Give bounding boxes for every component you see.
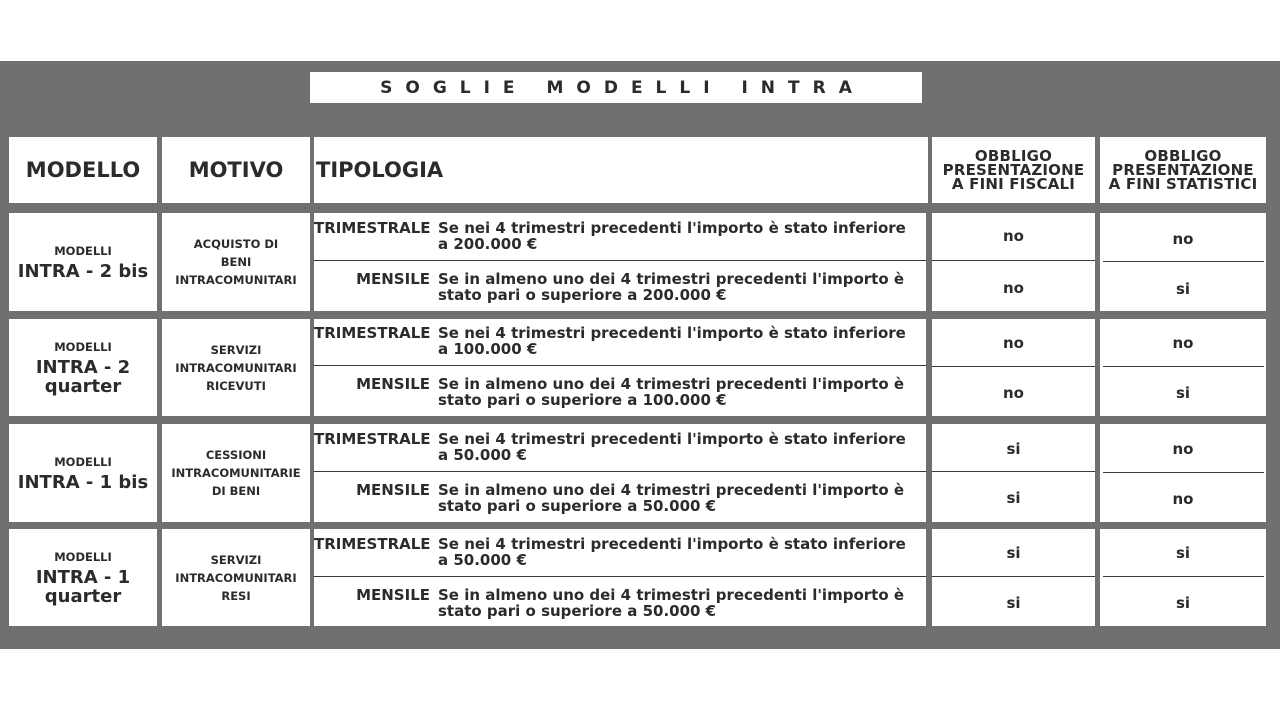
model-prefix: MODELLI — [54, 454, 112, 469]
tipologia-cell — [314, 213, 926, 311]
reason-line: BENI — [220, 255, 252, 269]
row-divider — [314, 576, 926, 577]
mensile-row — [314, 271, 926, 303]
period-label: TRIMESTRALE — [314, 219, 431, 237]
period-label: TRIMESTRALE — [314, 535, 431, 553]
model-name: quarter — [44, 375, 122, 397]
reason-cell — [162, 529, 310, 626]
header-motivo-text: MOTIVO — [188, 158, 284, 182]
reason-line: INTRACOMUNITARI — [175, 360, 297, 375]
period-label: TRIMESTRALE — [314, 324, 431, 342]
model-name: quarter — [44, 585, 122, 607]
period-label: MENSILE — [356, 270, 430, 288]
trimestrale-row — [314, 220, 926, 252]
header-motivo — [162, 137, 310, 203]
period-description: Se in almeno uno dei 4 trimestri precedenti l'importo è stato pari o superiore a 200.000 € — [438, 270, 905, 304]
statistici-cell — [1100, 213, 1266, 311]
period-label: MENSILE — [356, 586, 430, 604]
header-modello-text: MODELLO — [25, 158, 141, 182]
row-divider — [1103, 472, 1264, 473]
mensile-row — [314, 482, 926, 514]
statistici-value: si — [1175, 280, 1191, 298]
reason-line: SERVIZI — [210, 342, 262, 357]
statistici-value: no — [1172, 230, 1194, 248]
model-name: INTRA - 1 — [35, 566, 131, 588]
reason-line: CESSIONI — [205, 448, 267, 462]
period-description: Se in almeno uno dei 4 trimestri precedenti l'importo è stato pari o superiore a 50.000 € — [438, 481, 905, 515]
reason-line: ACQUISTO DI — [193, 237, 279, 251]
row-divider — [314, 365, 926, 366]
header-fiscali-line: OBBLIGO — [974, 147, 1053, 165]
reason-line: DI BENI — [211, 484, 261, 498]
mensile-row — [314, 587, 926, 619]
reason-line: RESI — [221, 588, 251, 603]
period-description: Se nei 4 trimestri precedenti l'importo è stato inferiore a 200.000 € — [438, 219, 906, 253]
header-fiscali-line: A FINI FISCALI — [951, 175, 1076, 193]
fiscali-cell — [932, 424, 1095, 522]
statistici-cell — [1100, 424, 1266, 522]
page-title — [310, 72, 922, 103]
row-divider — [1103, 366, 1264, 367]
tipologia-cell — [314, 319, 926, 416]
row-divider — [314, 260, 926, 261]
statistici-value: no — [1172, 440, 1194, 458]
statistici-value: si — [1175, 594, 1191, 612]
fiscali-cell — [932, 529, 1095, 626]
row-divider — [932, 366, 1095, 367]
row-divider — [932, 260, 1095, 261]
reason-line: INTRACOMUNITARI — [175, 273, 297, 287]
row-divider — [932, 576, 1095, 577]
trimestrale-row — [314, 325, 926, 357]
period-description: Se nei 4 trimestri precedenti l'importo è stato inferiore a 50.000 € — [438, 535, 906, 569]
fiscali-value: si — [1006, 440, 1021, 458]
fiscali-value: si — [1006, 594, 1021, 612]
statistici-value: no — [1172, 334, 1194, 352]
reason-cell — [162, 424, 310, 522]
mensile-row — [314, 376, 926, 408]
fiscali-cell — [932, 319, 1095, 416]
trimestrale-row — [314, 536, 926, 568]
period-label: MENSILE — [356, 375, 430, 393]
reason-line: INTRACOMUNITARI — [175, 570, 297, 585]
row-divider — [932, 471, 1095, 472]
model-prefix: MODELLI — [54, 549, 112, 564]
reason-cell — [162, 319, 310, 416]
period-label: MENSILE — [356, 481, 430, 499]
model-cell — [9, 213, 157, 311]
statistici-value: no — [1172, 490, 1194, 508]
header-statistici-line: PRESENTAZIONE — [1112, 161, 1254, 179]
header-statistici-line: OBBLIGO — [1144, 147, 1222, 165]
tipologia-cell — [314, 424, 926, 522]
model-prefix: MODELLI — [54, 243, 112, 258]
title-text: SOGLIE MODELLI INTRA — [380, 77, 865, 98]
fiscali-value: no — [1003, 334, 1024, 352]
reason-line: SERVIZI — [210, 552, 262, 567]
header-modello — [9, 137, 157, 203]
fiscali-value: si — [1006, 489, 1021, 507]
tipologia-cell — [314, 529, 926, 626]
row-divider — [1103, 261, 1264, 262]
model-name: INTRA - 1 bis — [17, 471, 149, 493]
model-cell — [9, 319, 157, 416]
header-fiscali-line: PRESENTAZIONE — [942, 161, 1085, 179]
fiscali-value: si — [1006, 544, 1021, 562]
fiscali-value: no — [1003, 384, 1024, 402]
header-fiscali — [932, 137, 1095, 203]
statistici-value: si — [1175, 544, 1191, 562]
period-label: TRIMESTRALE — [314, 430, 431, 448]
reason-line: INTRACOMUNITARIE — [171, 466, 301, 480]
header-tipologia — [314, 137, 928, 203]
statistici-cell — [1100, 529, 1266, 626]
fiscali-value: no — [1003, 227, 1024, 245]
period-description: Se in almeno uno dei 4 trimestri precedenti l'importo è stato pari o superiore a 50.000 € — [438, 586, 905, 620]
period-description: Se nei 4 trimestri precedenti l'importo è stato inferiore a 50.000 € — [438, 430, 906, 464]
trimestrale-row — [314, 431, 926, 463]
model-name: INTRA - 2 bis — [17, 260, 149, 282]
period-description: Se nei 4 trimestri precedenti l'importo è stato inferiore a 100.000 € — [438, 324, 906, 358]
model-cell — [9, 529, 157, 626]
period-description: Se in almeno uno dei 4 trimestri precedenti l'importo è stato pari o superiore a 100.000 € — [438, 375, 905, 409]
fiscali-cell — [932, 213, 1095, 311]
fiscali-value: no — [1003, 279, 1024, 297]
statistici-value: si — [1175, 384, 1191, 402]
model-cell — [9, 424, 157, 522]
reason-line: RICEVUTI — [206, 378, 266, 393]
reason-cell — [162, 213, 310, 311]
header-statistici — [1100, 137, 1266, 203]
header-tipologia-text: TIPOLOGIA — [316, 158, 444, 182]
model-prefix: MODELLI — [54, 339, 112, 354]
header-statistici-line: A FINI STATISTICI — [1108, 175, 1258, 193]
row-divider — [1103, 576, 1264, 577]
statistici-cell — [1100, 319, 1266, 416]
model-name: INTRA - 2 — [35, 356, 131, 378]
row-divider — [314, 471, 926, 472]
